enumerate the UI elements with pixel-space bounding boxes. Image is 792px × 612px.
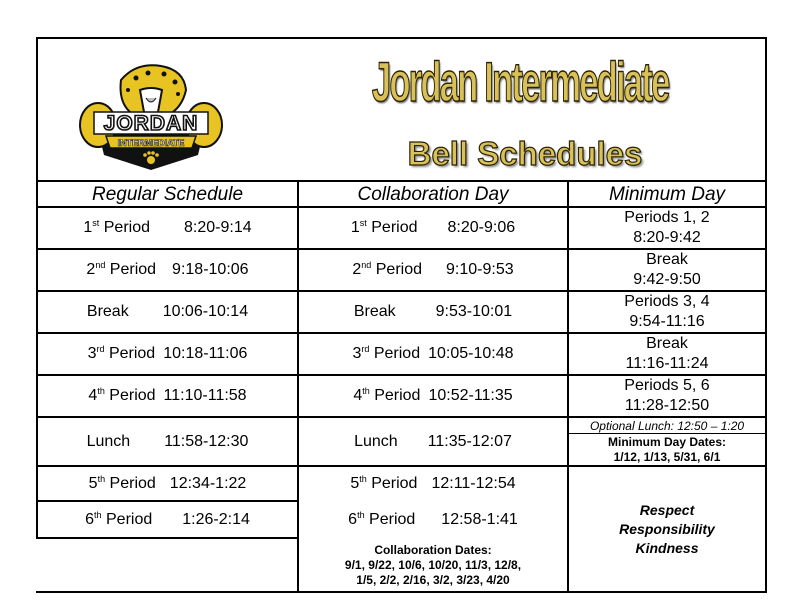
regular-row-lunch: Lunch 11:58-12:30 [86, 432, 249, 450]
collab-row-5th-period: 5th Period 12:11-12:54 [350, 473, 516, 492]
minimum-row-break-2: Break 11:16-11:24 [625, 335, 709, 372]
minimum-day-dates [569, 434, 765, 465]
collaboration-dates-line-1: 9/1, 9/22, 10/6, 10/20, 11/3, 12/8, [344, 557, 522, 572]
period-time: 8:20-9:14 [184, 219, 252, 236]
page-title [300, 38, 740, 124]
regular-row-6th-period: 6th Period 1:26-2:14 [85, 509, 250, 528]
period-time: 11:16-11:24 [625, 355, 709, 372]
regular-row-2nd-period: 2nd Period 9:18-10:06 [86, 260, 249, 278]
frame-bottom-border [36, 591, 767, 593]
motto-respect: Respect [639, 501, 695, 518]
period-time: 1:26-2:14 [182, 510, 250, 528]
period-time: 11:10-11:58 [163, 387, 247, 404]
period-time: 10:18-11:06 [163, 345, 248, 362]
period-time: 12:11-12:54 [431, 474, 516, 492]
period-time: 9:54-11:16 [629, 313, 705, 330]
minimum-row-periods-1-2: Periods 1, 2 8:20-9:42 [624, 209, 710, 246]
regular-row-4th-period: 4th Period 11:10-11:58 [88, 386, 247, 404]
period-time: 11:58-12:30 [164, 432, 249, 450]
collaboration-dates [299, 539, 567, 591]
minimum-row-periods-3-4: Periods 3, 4 9:54-11:16 [624, 293, 710, 330]
period-time: 9:10-9:53 [446, 261, 514, 278]
collab-row-3rd-period: 3rd Period 10:05-10:48 [352, 344, 514, 362]
collab-row-lunch: Lunch 11:35-12:07 [354, 432, 512, 450]
period-time: 12:34-1:22 [169, 474, 247, 492]
regular-row-1st-period: 1st Period 8:20-9:14 [83, 218, 252, 236]
period-time: 9:53-10:01 [435, 303, 513, 320]
minimum-row-break-1: Break 9:42-9:50 [633, 251, 701, 288]
page-subtitle-text: Bell Schedules [407, 135, 643, 172]
motto-kindness: Kindness [635, 539, 699, 556]
page-title-text: Jordan Intermediate [371, 49, 669, 113]
minimum-day-dates-list: 1/12, 1/13, 5/31, 6/1 [613, 449, 721, 464]
jaguar-mascot-logo-icon [76, 60, 226, 175]
optional-lunch-note: Optional Lunch: 12:50 – 1:20 [589, 418, 745, 433]
collab-row-1st-period: 1st Period 8:20-9:06 [350, 218, 516, 236]
minimum-day-dates-heading: Minimum Day Dates: [607, 434, 727, 449]
column-heading-minimum: Minimum Day [608, 183, 726, 205]
motto-responsibility: Responsibility [619, 520, 715, 537]
period-time: 12:58-1:41 [441, 510, 518, 528]
period-time: 10:06-10:14 [162, 303, 249, 320]
minimum-row-periods-5-6: Periods 5, 6 11:28-12:50 [624, 377, 710, 414]
regular-row-break: Break 10:06-10:14 [86, 303, 249, 320]
period-time: 9:42-9:50 [633, 271, 701, 288]
collab-row-2nd-period: 2nd Period 9:10-9:53 [352, 260, 514, 278]
frame-right-border [765, 37, 767, 593]
period-time: 10:05-10:48 [428, 345, 514, 362]
row-line [36, 537, 299, 539]
collaboration-dates-line-2: 1/5, 2/2, 2/16, 3/2, 3/23, 4/20 [356, 572, 510, 587]
svg-text:INTERMEDIATE: INTERMEDIATE [117, 138, 185, 148]
period-time: 11:28-12:50 [624, 397, 710, 414]
school-logo [76, 60, 226, 175]
regular-row-3rd-period: 3rd Period 10:18-11:06 [87, 344, 248, 362]
collab-row-6th-period: 6th Period 12:58-1:41 [348, 509, 518, 528]
collab-row-4th-period: 4th Period 10:52-11:35 [353, 386, 513, 404]
period-time: 10:52-11:35 [428, 387, 513, 404]
period-time: 8:20-9:06 [447, 219, 516, 236]
period-time: 9:18-10:06 [172, 261, 249, 278]
period-time: 8:20-9:42 [633, 229, 701, 246]
collaboration-dates-heading: Collaboration Dates: [374, 542, 492, 557]
school-motto [569, 467, 765, 591]
period-time: 11:35-12:07 [427, 432, 512, 450]
collab-row-break: Break 9:53-10:01 [353, 303, 513, 320]
column-heading-regular: Regular Schedule [91, 183, 244, 205]
column-heading-collaboration: Collaboration Day [357, 183, 509, 205]
page-subtitle [360, 130, 690, 178]
svg-text:JORDAN: JORDAN [103, 112, 199, 135]
regular-row-5th-period: 5th Period 12:34-1:22 [88, 473, 247, 492]
